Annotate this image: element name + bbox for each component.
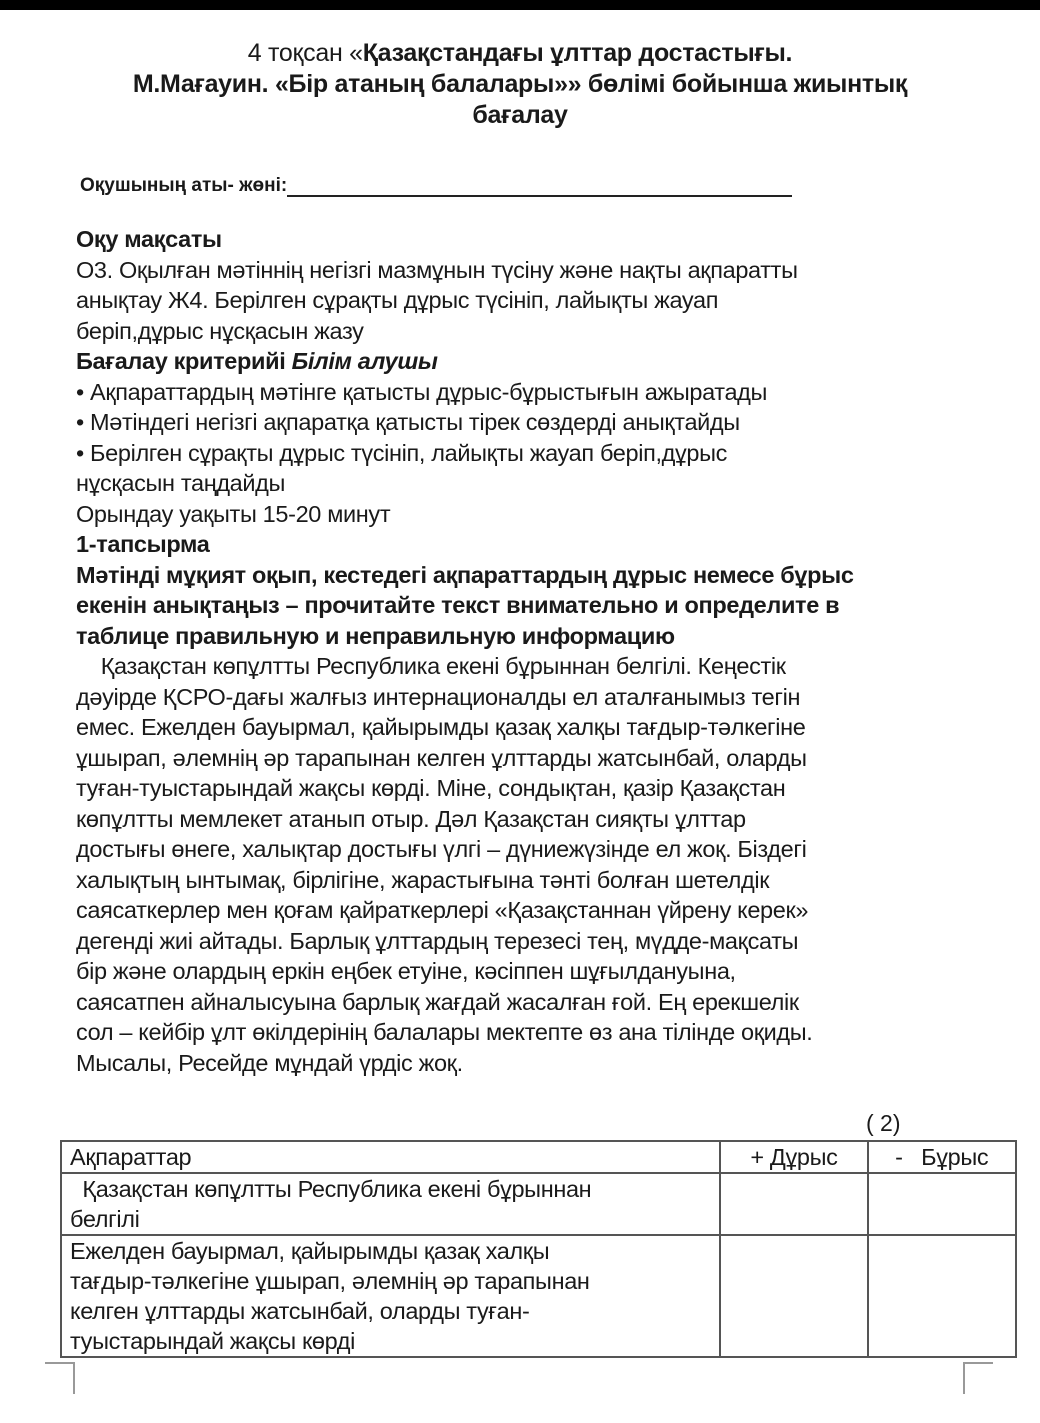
top-bar	[0, 0, 1040, 10]
task-instruction: таблице правильную и неправильную информацию	[76, 622, 675, 649]
reading-text-line: саясаткерлер мен қоғам қайраткерлері «Қазақстаннан үйрену керек»	[76, 897, 809, 923]
criteria-item: • Ақпараттардың мәтінге қатысты дұрыс-бұрыстығын ажыратады	[76, 378, 768, 405]
student-name-label: Оқушының аты- жөні:	[80, 175, 288, 196]
criteria-heading: Бағалау критерийі	[76, 348, 286, 374]
statement-line: Ежелден бауырмал, қайырымды қазақ халқы	[70, 1238, 550, 1264]
reading-text-line: халықтың ынтымақ, бірлігіне, жарастығына тәнті болған шетелдік	[76, 866, 770, 893]
statement-line: Қазақстан көпұлтты Республика екені бұрыннан	[70, 1176, 592, 1202]
reading-text-line: бір және олардың еркін еңбек етуіне, кәсіппен шұғылдануына,	[76, 958, 736, 984]
header-false: - Бұрыс	[868, 1141, 1017, 1173]
true-answer-cell[interactable]	[720, 1173, 867, 1235]
objective-line: О3. Оқылған мәтіннің негізгі мазмұнын түсіну және нақты ақпаратты	[76, 256, 798, 283]
score-mark: ( 2)	[866, 1110, 901, 1136]
title-line-3: бағалау	[472, 101, 568, 129]
page-corner-mark-right	[963, 1362, 993, 1394]
statement-line: келген ұлттарды жатсынбай, оларды туған-	[70, 1298, 530, 1324]
table-row	[61, 1173, 1016, 1235]
reading-text-line: саясатпен айналысуына барлық жағдай жасалған ғой. Ең ерекшелік	[76, 988, 799, 1015]
true-answer-cell[interactable]	[720, 1235, 867, 1357]
reading-text-line: сол – кейбір ұлт өкілдерінің балалары мектепте өз ана тілінде оқиды.	[76, 1019, 813, 1045]
statement-line: белгілі	[70, 1206, 140, 1232]
criteria-subheading: Білім алушы	[291, 348, 438, 374]
objective-heading: Оқу мақсаты	[76, 226, 222, 252]
objective-line: беріп,дұрыс нұсқасын жазу	[76, 317, 364, 344]
criteria-item: • Берілген сұрақты дұрыс түсініп, лайықты жауап беріп,дұрыс	[76, 439, 728, 466]
title-line-2: М.Мағауин. «Бір атаның балалары»» бөлімі бойынша жиынтық	[132, 70, 908, 98]
objective-line: анықтау Ж4. Берілген сұрақты дұрыс түсініп, лайықты жауап	[76, 287, 719, 313]
page-corner-mark-left	[45, 1362, 75, 1394]
false-answer-cell[interactable]	[868, 1235, 1017, 1357]
reading-text-line: Қазақстан көпұлтты Республика екені бұрыннан белгілі. Кеңестік	[76, 653, 786, 679]
title-section: Қазақстандағы ұлттар достастығы.	[362, 39, 793, 67]
answer-table	[60, 1140, 1017, 1358]
student-name-field[interactable]	[80, 175, 792, 197]
statement-cell	[61, 1173, 720, 1235]
reading-text-line: ұшырап, әлемнің әр тарапынан келген ұлттарды жатсынбай, оларды	[76, 744, 807, 771]
document-body	[76, 224, 1026, 1078]
reading-text-line: Мысалы, Ресейде мұндай үрдіс жоқ.	[76, 1049, 463, 1076]
criteria-item: нұсқасын таңдайды	[76, 470, 286, 496]
student-name-blank[interactable]	[287, 177, 792, 197]
reading-text-line: емес. Ежелден бауырмал, қайырымды қазақ халқы тағдыр-тәлкегіне	[76, 714, 806, 740]
time-limit: Орындау уақыты 15-20 минут	[76, 500, 391, 527]
reading-text-line: көпұлтты мемлекет атанып отыр. Дәл Қазақстан сияқты ұлттар	[76, 805, 746, 832]
document-title	[0, 38, 1040, 131]
reading-text-line: туған-туыстарындай жақсы көрді. Міне, сондықтан, қазір Қазақстан	[76, 775, 786, 801]
statement-line: тағдыр-тәлкегіне ұшырап, әлемнің әр тарапынан	[70, 1268, 590, 1294]
table-row	[61, 1235, 1016, 1357]
reading-text-line: достығы өнеге, халықтар достығы үлгі – дүниежүзінде ел жоқ. Біздегі	[76, 836, 807, 862]
criteria-item: • Мәтіндегі негізгі ақпаратқа қатысты тірек сөздерді анықтайды	[76, 409, 740, 435]
false-answer-cell[interactable]	[868, 1173, 1017, 1235]
statement-cell	[61, 1235, 720, 1357]
statement-line: туыстарындай жақсы көрді	[70, 1328, 356, 1354]
reading-text-line: дәуірде ҚСРО-дағы жалғыз интернационалды ел аталғанымыз тегін	[76, 683, 801, 710]
task-instruction: Мәтінді мұқият оқып, кестедегі ақпараттардың дұрыс немесе бұрыс	[76, 561, 854, 588]
table-header-row	[61, 1141, 1016, 1173]
task-instruction: екенін анықтаңыз – прочитайте текст внимательно и определите в	[76, 592, 840, 618]
title-quarter: 4 тоқсан «	[247, 39, 363, 67]
header-information: Ақпараттар	[61, 1141, 720, 1173]
task-heading: 1-тапсырма	[76, 531, 210, 557]
header-true: + Дұрыс	[720, 1141, 867, 1173]
reading-text-line: дегенді жиі айтады. Барлық ұлттардың терезесі тең, мүдде-мақсаты	[76, 927, 799, 954]
